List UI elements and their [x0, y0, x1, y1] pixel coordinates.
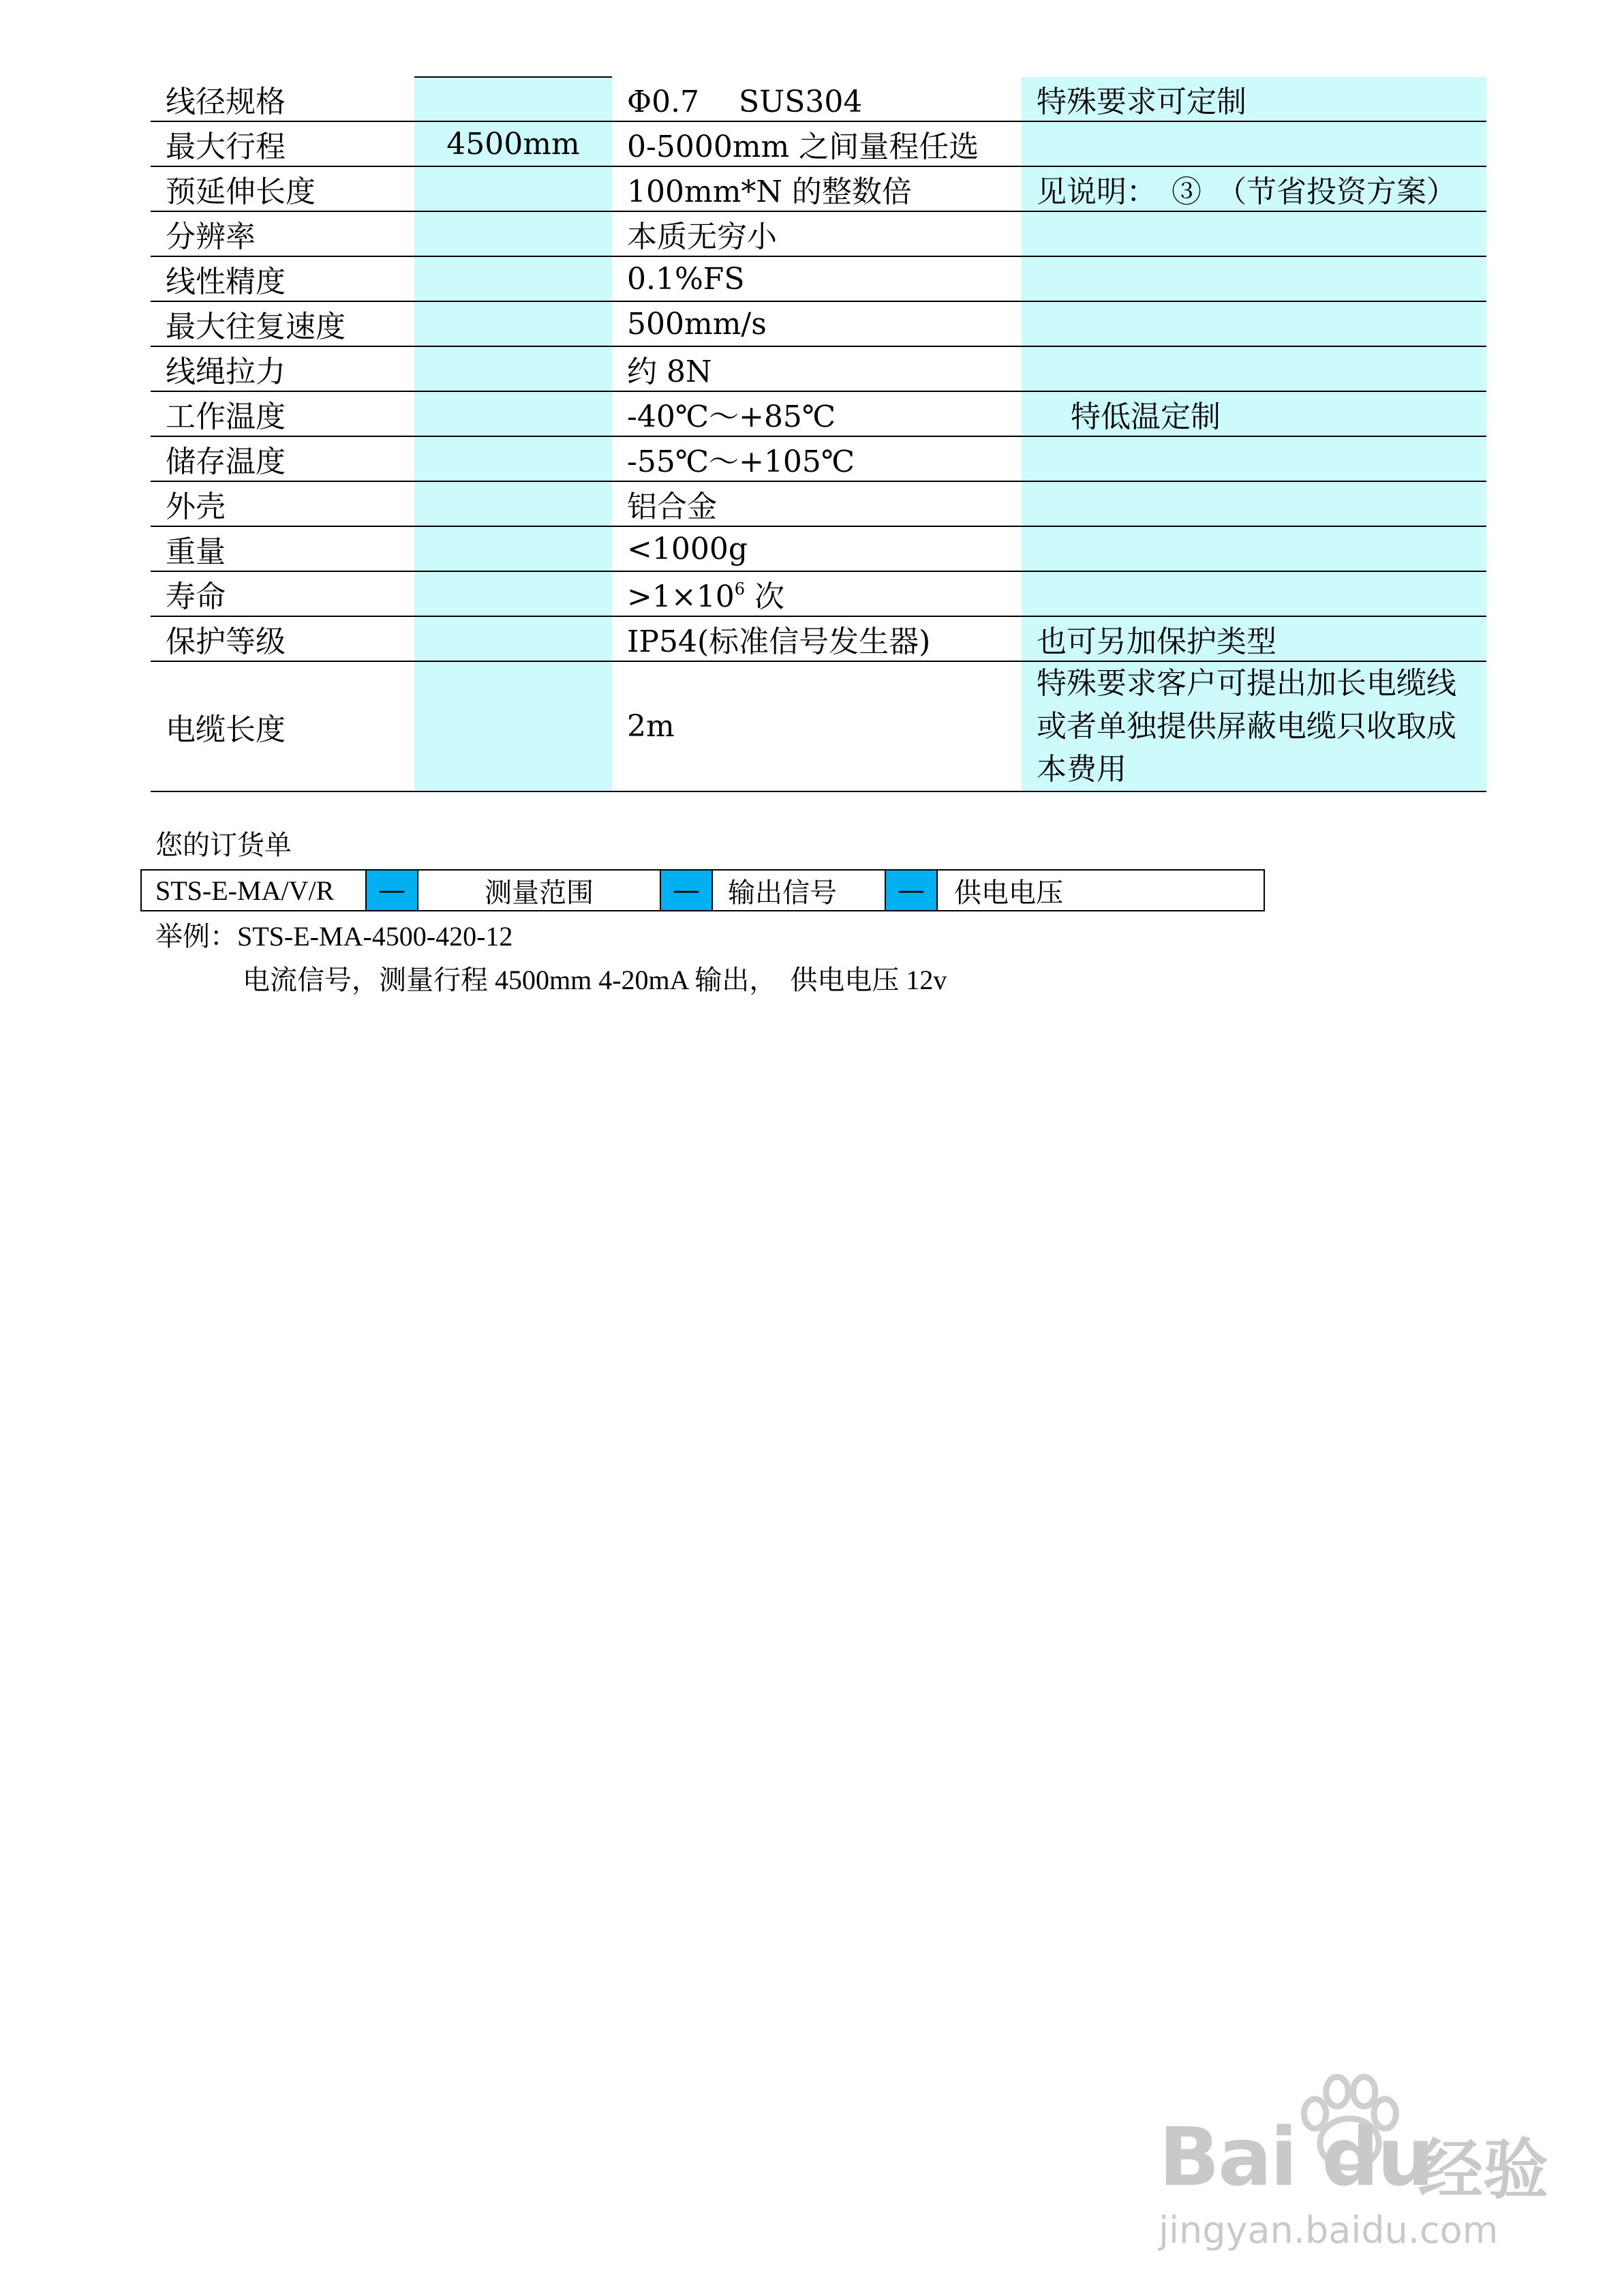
- spec-row: [151, 436, 1486, 481]
- spec-note: [1022, 526, 1486, 571]
- spec-detail: 本质无穷小: [612, 211, 1022, 256]
- spec-detail: 铝合金: [612, 481, 1022, 526]
- spec-detail: <1000g: [612, 526, 1022, 571]
- spec-value: [414, 661, 612, 791]
- spec-note: [1022, 571, 1486, 616]
- watermark-logo: Bai du: [1159, 2110, 1433, 2204]
- example-code: 举例：STS-E-MA-4500-420-12: [155, 921, 513, 952]
- spec-note: 特殊要求可定制: [1022, 77, 1486, 121]
- spec-value: [414, 481, 612, 526]
- spec-value: [414, 526, 612, 571]
- order-separator: —: [661, 871, 713, 910]
- spec-row: [151, 616, 1486, 661]
- example-description: 电流信号，测量行程 4500mm 4-20mA 输出， 供电电压 12v: [243, 965, 947, 995]
- spec-detail: 500mm/s: [612, 301, 1022, 346]
- spec-detail: 100mm*N 的整数倍: [612, 166, 1022, 211]
- lifetime-base: >1×10: [627, 579, 735, 614]
- spec-value: [414, 211, 612, 256]
- watermark-logo-cn: 经验: [1418, 2132, 1548, 2208]
- spec-row: [151, 301, 1486, 346]
- lifetime-unit: 次: [745, 579, 784, 614]
- spec-name: 重量: [151, 526, 414, 571]
- spec-name: 外壳: [151, 481, 414, 526]
- spec-name: 储存温度: [151, 436, 414, 481]
- spec-value: [414, 301, 612, 346]
- spec-row: [151, 77, 1486, 121]
- spec-note: [1022, 211, 1486, 256]
- spec-note: [1022, 301, 1486, 346]
- spec-value: [414, 77, 612, 121]
- spec-name: 预延伸长度: [151, 166, 414, 211]
- spec-name: 线绳拉力: [151, 346, 414, 391]
- spec-value: [414, 436, 612, 481]
- spec-note: 特殊要求客户可提出加长电缆线或者单独提供屏蔽电缆只收取成本费用: [1022, 661, 1486, 791]
- spec-note: [1022, 436, 1486, 481]
- spec-row: [151, 481, 1486, 526]
- spec-name: 保护等级: [151, 616, 414, 661]
- spec-row: [151, 571, 1486, 616]
- order-separator: —: [886, 871, 938, 910]
- order-model: STS-E-MA/V/R: [142, 871, 367, 910]
- spec-value: [414, 571, 612, 616]
- baidu-watermark: [1159, 2062, 1548, 2267]
- spec-detail: [612, 571, 1022, 616]
- spec-row: [151, 256, 1486, 301]
- spec-name: 线性精度: [151, 256, 414, 301]
- spec-note: 见说明： ③ （节省投资方案）: [1022, 166, 1486, 211]
- spec-name: 线径规格: [151, 77, 414, 121]
- spec-name: 分辨率: [151, 211, 414, 256]
- spec-note: 也可另加保护类型: [1022, 616, 1486, 661]
- spec-detail: 0.1%FS: [612, 256, 1022, 301]
- watermark-url: jingyan.baidu.com: [1159, 2209, 1499, 2252]
- spec-value: [414, 391, 612, 436]
- spec-detail: 2m: [612, 661, 1022, 791]
- spec-value: [414, 166, 612, 211]
- order-code-box: [140, 869, 1265, 911]
- spec-note: [1022, 121, 1486, 166]
- spec-detail: -55℃～+105℃: [612, 436, 1022, 481]
- spec-row: [151, 346, 1486, 391]
- order-form-title: 您的订货单: [155, 830, 292, 861]
- lifetime-exponent: 6: [734, 579, 745, 599]
- spec-note: [1022, 481, 1486, 526]
- spec-note: [1022, 346, 1486, 391]
- spec-detail: IP54(标准信号发生器): [612, 616, 1022, 661]
- spec-value: 4500mm: [414, 121, 612, 166]
- spec-detail: Φ0.7 SUS304: [612, 77, 1022, 121]
- spec-detail: 0-5000mm 之间量程任选: [612, 121, 1022, 166]
- spec-name: 最大行程: [151, 121, 414, 166]
- order-voltage: 供电电压: [954, 877, 1063, 909]
- spec-detail: -40℃～+85℃: [612, 391, 1022, 436]
- spec-note: 特低温定制: [1022, 391, 1486, 436]
- spec-row: [151, 166, 1486, 211]
- spec-row: [151, 211, 1486, 256]
- spec-name: 电缆长度: [151, 661, 414, 791]
- spec-value: [414, 256, 612, 301]
- order-range: 测量范围: [418, 871, 661, 910]
- spec-note: [1022, 256, 1486, 301]
- spec-table: [151, 76, 1486, 792]
- order-separator: —: [367, 871, 418, 910]
- spec-row: [151, 526, 1486, 571]
- order-output: 输出信号: [713, 871, 886, 910]
- spec-row: [151, 121, 1486, 166]
- spec-row: [151, 391, 1486, 436]
- spec-value: [414, 346, 612, 391]
- spec-value: [414, 616, 612, 661]
- spec-name: 工作温度: [151, 391, 414, 436]
- spec-name: 寿命: [151, 571, 414, 616]
- spec-name: 最大往复速度: [151, 301, 414, 346]
- spec-detail: 约 8N: [612, 346, 1022, 391]
- spec-row: [151, 661, 1486, 791]
